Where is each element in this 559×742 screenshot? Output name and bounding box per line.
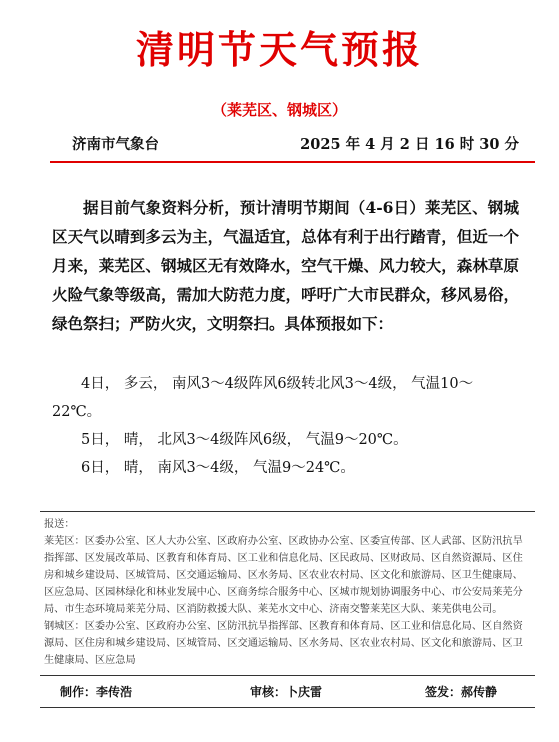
distribution-divider [40, 511, 535, 512]
forecast-day-5: 5日， 晴， 北风3～4级阵风6级， 气温9～20℃。 [81, 432, 408, 448]
reviewed-by: 审核：卜庆雷 [250, 685, 323, 699]
issuer: 济南市气象台 [72, 136, 159, 153]
distribution-list [44, 516, 531, 669]
issued-by: 签发：郝传静 [425, 685, 498, 699]
distribution-laiwu: 莱芜区：区委办公室、区人大办公室、区政府办公室、区政协办公室、区委宣传部、区人武部、区防汛抗旱指挥部、区发展改革局、区教育和体育局、区工业和信息化局、区民政局、区财政局、区自然资源局、区住房和城乡建设局、区城管局、区交通运输局、区水务局、区农业农村局、区文化和旅游局、区卫生健康局、区应急局、区园林绿化和林业发展中心、区商务综合服务中心、区城市规划协调服务中心、市公安局莱芜分局、市生态环境局莱芜分局、区消防救援大队、莱芜水文中心、济南交警莱芜区大队、莱芜供电公司。 [44, 536, 523, 615]
forecast-day-6: 6日， 晴， 南风3～4级， 气温9～24℃。 [81, 460, 355, 476]
forecast-intro: 据目前气象资料分析，预计清明节期间（4-6日）莱芜区、钢城区天气以晴到多云为主，气温适宜，总体有利于出行踏青，但近一个月来，莱芜区、钢城区无有效降水，空气干燥、风力较大，森林草原火险气象等级高，需加大防范力度，呼吁广大市民群众，移风易俗，绿色祭扫；严防火灾，文明祭扫。具体预报如下： [52, 198, 519, 333]
signature-row [60, 683, 519, 703]
distribution-gangcheng: 钢城区：区委办公室、区政府办公室、区防汛抗旱指挥部、区教育和体育局、区工业和信息化局、区自然资源局、区住房和城乡建设局、区城管局、区交通运输局、区水务局、区农业农村局、区文化和旅游局、区卫生健康局、区应急局 [44, 621, 523, 666]
page-title: 清明节天气预报 [135, 27, 423, 72]
distribution-label: 报送： [44, 519, 75, 530]
page-subtitle: （莱芜区、钢城区） [211, 101, 347, 119]
issue-time: 2025 年 4 月 2 日 16 时 30 分 [300, 136, 519, 153]
made-by: 制作：李传浩 [60, 685, 133, 699]
signature-divider-top [40, 675, 535, 676]
forecast-day-4: 4日， 多云， 南风3～4级阵风6级转北风3～4级， 气温10～22℃。 [52, 376, 474, 420]
header-divider [50, 161, 535, 163]
issue-info [72, 133, 519, 155]
signature-divider-bottom [40, 707, 535, 708]
